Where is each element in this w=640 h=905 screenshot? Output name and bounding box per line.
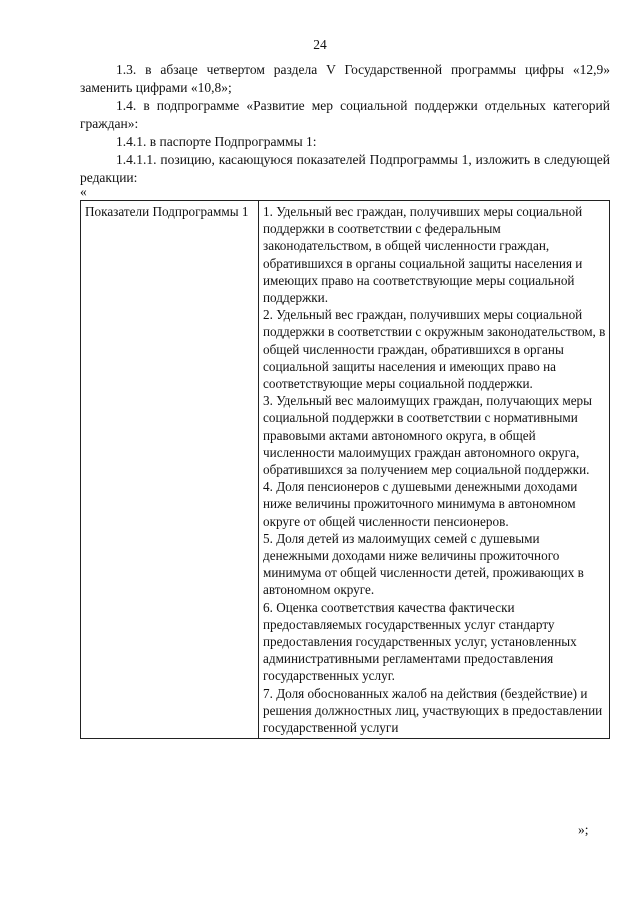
indicator-item: 4. Доля пенсионеров с душевыми денежными доходами ниже величины прожиточного минимума в автономном округе от общей численности пенсионеров. xyxy=(263,479,578,529)
indicators-table xyxy=(80,200,610,739)
indicator-item: 3. Удельный вес малоимущих граждан, получающих меры социальной поддержки в соответствии с нормативными правовыми актами автономного округа, в общей численности малоимущих граждан автономного округа, обратившихся за получением мер социальной поддержки. xyxy=(263,393,593,478)
page-number: 24 xyxy=(313,37,327,52)
indicators-list-cell xyxy=(259,201,610,739)
indicator-item: 1. Удельный вес граждан, получивших меры социальной поддержки в соответствии с федеральным законодательством, в общей численности граждан, обратившихся в органы социальной защиты населения и имеющих право на соответствующие меры социальной поддержки. xyxy=(263,204,583,306)
opening-quote: « xyxy=(80,184,87,199)
closing-quote: »; xyxy=(578,822,589,837)
indicators-label-cell xyxy=(81,201,259,739)
indicator-item: 7. Доля обоснованных жалоб на действия (бездействие) и решения должностных лиц, участвующих в предоставлении государственной услуги xyxy=(263,685,603,736)
paragraph-1-4-1-1: 1.4.1.1. позицию, касающуюся показателей Подпрограммы 1, изложить в следующей редакции: xyxy=(80,152,610,186)
paragraph-1-4: 1.4. в подпрограмме «Развитие мер социальной поддержки отдельных категорий граждан»: xyxy=(80,98,610,132)
indicator-item: 5. Доля детей из малоимущих семей с душевыми денежными доходами ниже величины прожиточного минимума от общей численности детей, проживающих в автономном округе. xyxy=(263,530,584,598)
indicator-item: 6. Оценка соответствия качества фактически предоставляемых государственных услуг стандарту предоставления государственных услуг, установленных административными регламентами предоставления государственных услуг. xyxy=(263,599,577,684)
paragraph-1-4-1: 1.4.1. в паспорте Подпрограммы 1: xyxy=(116,134,317,149)
indicators-label: Показатели Подпрограммы 1 xyxy=(85,204,249,219)
table-row xyxy=(81,201,610,739)
indicator-item: 2. Удельный вес граждан, получивших меры социальной поддержки в соответствии с окружным законодательством, в общей численности граждан, обратившихся в органы социальной защиты населения и имеющих право на соответствующие меры социальной поддержки. xyxy=(263,307,606,392)
paragraph-1-3: 1.3. в абзаце четвертом раздела V Государственной программы цифры «12,9» заменить цифрами «10,8»; xyxy=(80,62,610,96)
